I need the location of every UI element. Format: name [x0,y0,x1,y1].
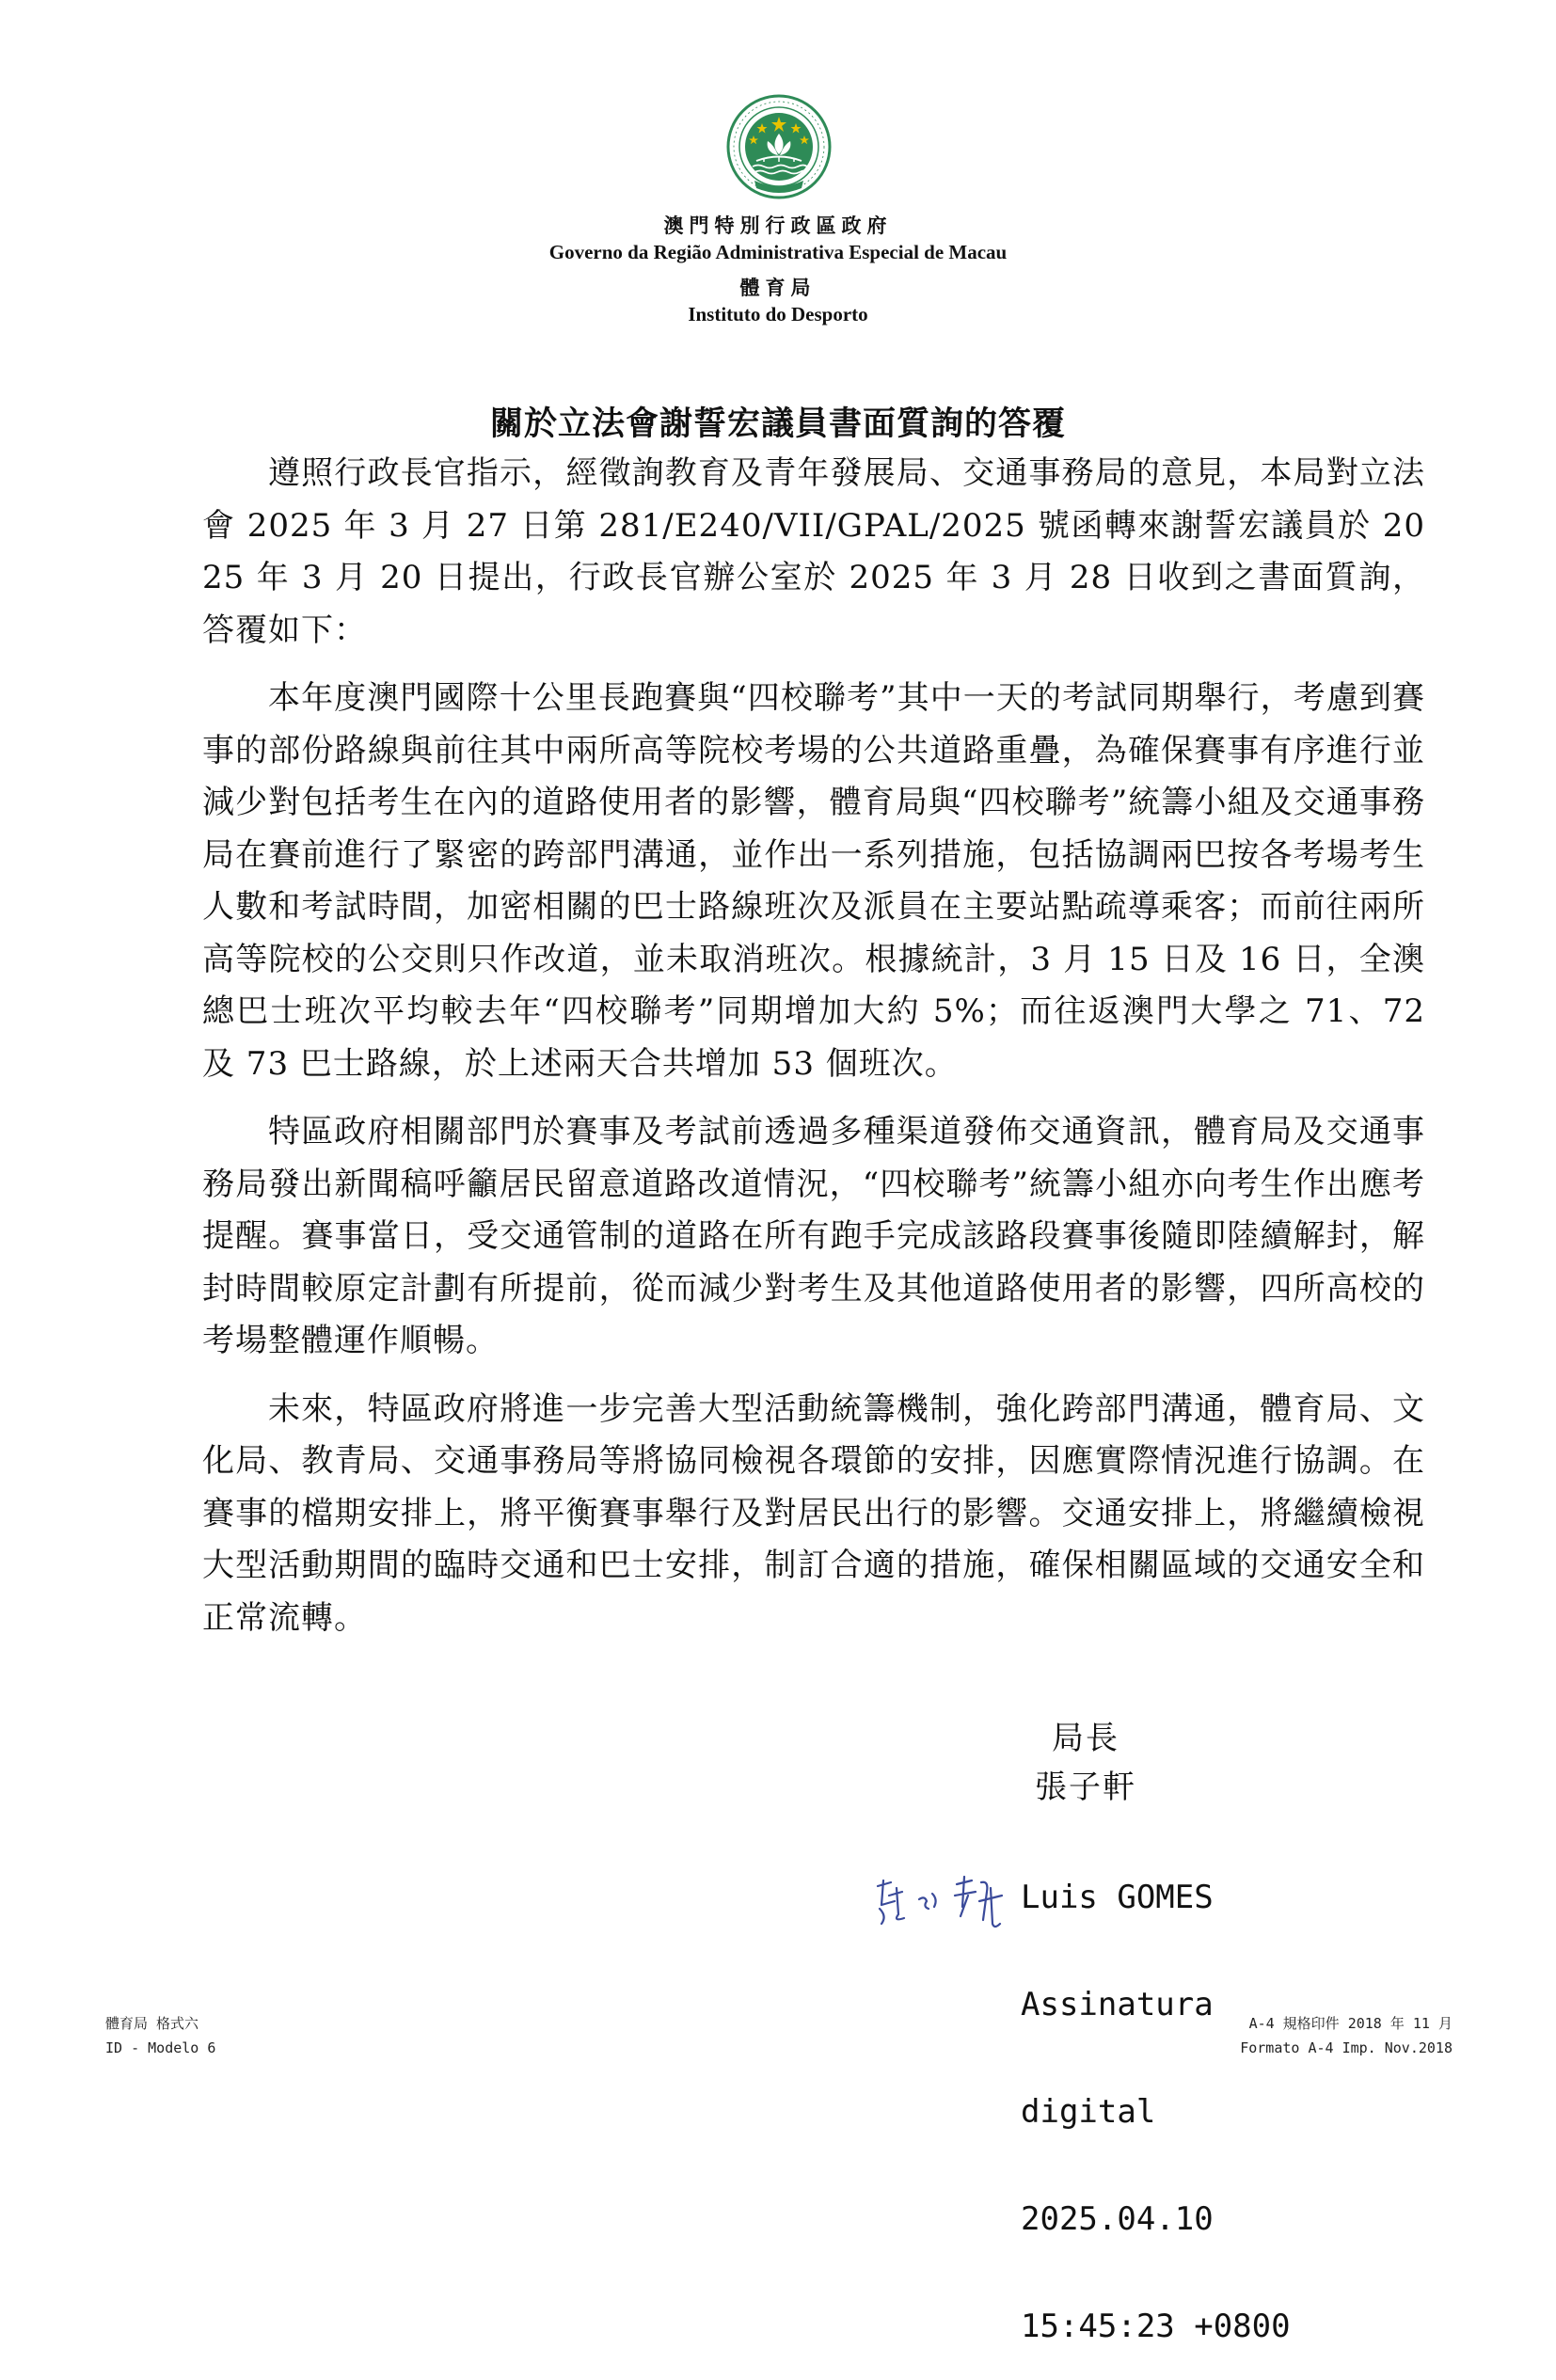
footer-form-id [105,2011,215,2060]
department-name-pt: Instituto do Desporto [688,303,868,325]
footer-form-id-pt: ID - Modelo 6 [105,2039,216,2056]
signer-title: 局長 [1052,1720,1119,1757]
macau-emblem [726,94,832,199]
paragraph-2: 本年度澳門國際十公里長跑賽與“四校聯考”其中一天的考試同期舉行，考慮到賽事的部份路線與前往其中兩所高等院校考場的公共道路重疊，為確保賽事有序進行並減少對包括考生在內的道路使用者的影響，體育局與“四校聯考”統籌小組及交通事務局在賽前進行了緊密的跨部門溝通，並作出一系列措施，包括協調兩巴按各考場考生人數和考試時間，加密相關的巴士路線班次及派員在主要站點疏導乘客；而前往兩所高等院校的公交則只作改道，並未取消班次。根據統計，3 月 15 日及 16 日，全澳總巴士班次平均較去年“四校聯考”同期增加大約 5%；而往返澳門大學之 71、72 及 73 巴士路線，於上述兩天合共增加 53 個班次。 [202,679,1425,1083]
signature-time: 15:45:23 +0800 [1021,2308,1291,2345]
footer-print-format-pt: Formato A-4 Imp. Nov.2018 [1240,2039,1453,2056]
department-name-zh: 體育局 [739,277,817,299]
footer-print-format-zh: A-4 規格印件 2018 年 11 月 [1248,2015,1453,2032]
paragraph-1: 遵照行政長官指示，經徵詢教育及青年發展局、交通事務局的意見，本局對立法會 2025 年 3 月 27 日第 281/E240/VII/GPAL/2025 號函轉來謝誓宏議員於 2025 年 3 月 20 日提出，行政長官辦公室於 2025 年 3 月 28 日收到之書面質詢，答覆如下： [202,454,1425,649]
digital-signature-label: Assinatura [1021,1986,1214,2023]
digital-signature-label-2: digital [1021,2093,1156,2131]
footer-form-id-zh: 體育局 格式六 [105,2015,199,2032]
signer-name: 張子軒 [1035,1769,1136,1806]
document-body [202,448,1425,1644]
digital-signer-name: Luis GOMES [1021,1879,1214,1916]
footer-print-format [1240,2011,1453,2060]
government-name-zh: 澳門特別行政區政府 [663,214,893,237]
signature-date: 2025.04.10 [1021,2200,1214,2238]
paragraph-3: 特區政府相關部門於賽事及考試前透過多種渠道發佈交通資訊，體育局及交通事務局發出新聞稿呼籲居民留意道路改道情況，“四校聯考”統籌小組亦向考生作出應考提醒。賽事當日，受交通管制的道路在所有跑手完成該路段賽事後隨即陸續解封，解封時間較原定計劃有所提前，從而減少對考生及其他道路使用者的影響，四所高校的考場整體運作順暢。 [202,1113,1425,1359]
government-name-pt: Governo da Região Administrativa Especial de Macau [548,241,1008,263]
paragraph-4: 未來，特區政府將進一步完善大型活動統籌機制，強化跨部門溝通，體育局、文化局、教青局、交通事務局等將協同檢視各環節的安排，因應實際情況進行協調。在賽事的檔期安排上，將平衡賽事舉行及對居民出行的影響。交通安排上，將繼續檢視大型活動期間的臨時交通和巴士安排，制訂合適的措施，確保相關區域的交通安全和正常流轉。 [202,1389,1425,1637]
handwritten-signature [870,1867,1021,1933]
document-title: 關於立法會謝誓宏議員書面質詢的答覆 [489,405,1066,443]
digital-signature [1021,1808,1291,2380]
